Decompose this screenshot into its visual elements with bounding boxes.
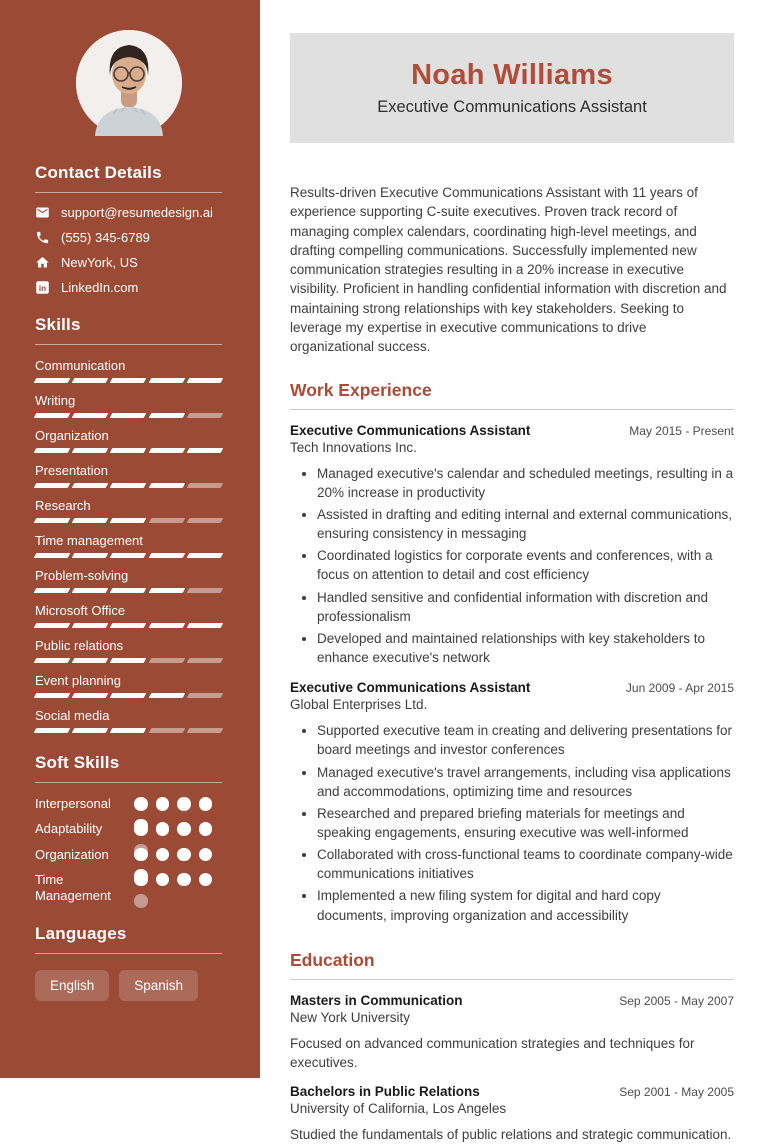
contact-text: support@resumedesign.ai — [61, 205, 213, 220]
skill-bar-segment — [72, 588, 109, 593]
skill-label: Writing — [35, 393, 76, 408]
job-bullet: • Supported executive team in creating and delivering presentations for board meetings and investor conferences — [317, 721, 734, 759]
skill-bar-segment — [186, 553, 223, 558]
home-icon — [35, 255, 50, 270]
skill-bar-segment — [148, 623, 185, 628]
skill-bar-segment — [186, 413, 223, 418]
work-experience-section — [290, 380, 734, 925]
contact-section — [35, 163, 222, 295]
skill-item — [35, 603, 222, 628]
language-pill: English — [35, 970, 109, 1001]
skill-bar-segment — [186, 658, 223, 663]
skill-bar-segment — [148, 588, 185, 593]
job-bullet: • Developed and maintained relationships with key stakeholders to enhance executive's network — [317, 629, 734, 667]
skill-level-bar — [35, 483, 222, 488]
skill-bar-segment — [34, 623, 71, 628]
skill-bar-segment — [34, 553, 71, 558]
job-company: Global Enterprises Ltd. — [290, 697, 428, 713]
skill-bar-segment — [110, 378, 147, 383]
rating-dot — [134, 848, 148, 862]
skill-bar-segment — [110, 448, 147, 453]
soft-skill-item — [35, 796, 222, 812]
education-section — [290, 950, 734, 1144]
education-title: Education — [290, 950, 734, 980]
job-bullet: • Assisted in drafting and editing internal and external communications, ensuring consistency in messaging — [317, 505, 734, 543]
rating-dot — [156, 797, 170, 811]
job-bullet: • Researched and prepared briefing materials for meetings and speaking engagements, ensuring executive was well-informed — [317, 804, 734, 842]
skills-list — [35, 358, 222, 733]
languages-section-title: Languages — [35, 924, 222, 954]
skill-bar-segment — [186, 588, 223, 593]
skill-bar-segment — [148, 448, 185, 453]
skill-bar-segment — [34, 413, 71, 418]
skill-level-bar — [35, 693, 222, 698]
soft-skill-label: Adaptability — [35, 821, 103, 837]
skill-bar-segment — [72, 518, 109, 523]
skill-label: Time management — [35, 533, 143, 548]
rating-dot — [134, 894, 148, 908]
soft-skill-item — [35, 821, 222, 837]
contact-list — [35, 205, 222, 295]
skill-label: Organization — [35, 428, 109, 443]
job-bullet: • Coordinated logistics for corporate events and conferences, with a focus on attention to detail and cost efficiency — [317, 546, 734, 584]
job-bullets — [290, 721, 734, 925]
skill-bar-segment — [110, 518, 147, 523]
education-dates: Sep 2005 - May 2007 — [619, 993, 734, 1008]
degree-title: Masters in Communication — [290, 992, 463, 1008]
rating-dot — [134, 797, 148, 811]
skill-level-bar — [35, 448, 222, 453]
skill-label: Problem-solving — [35, 568, 129, 583]
skill-bar-segment — [34, 518, 71, 523]
skill-bar-segment — [148, 658, 185, 663]
skill-bar-segment — [186, 693, 223, 698]
soft-skill-item — [35, 847, 222, 863]
language-pill: Spanish — [119, 970, 198, 1001]
work-experience-title: Work Experience — [290, 380, 734, 410]
soft-skills-section — [35, 753, 222, 904]
skill-item — [35, 358, 222, 383]
rating-dot — [177, 873, 191, 887]
job-bullet: • Handled sensitive and confidential information with discretion and professionalism — [317, 588, 734, 626]
rating-dot — [177, 822, 191, 836]
soft-skill-label: Interpersonal — [35, 796, 111, 811]
candidate-name: Noah Williams — [411, 59, 613, 91]
soft-skill-dots — [134, 797, 222, 811]
skill-label: Public relations — [35, 638, 124, 653]
skill-level-bar — [35, 658, 222, 663]
education-list — [290, 993, 734, 1144]
degree-title: Bachelors in Public Relations — [290, 1084, 480, 1100]
job-bullet: • Implemented a new filing system for digital and hard copy documents, improving organization and accessibility — [317, 886, 734, 924]
soft-skill-dots — [134, 873, 222, 887]
skill-bar-segment — [72, 693, 109, 698]
job-entry — [290, 680, 734, 925]
avatar — [76, 30, 182, 136]
skill-item — [35, 498, 222, 523]
skill-bar-segment — [110, 553, 147, 558]
skill-bar-segment — [148, 693, 185, 698]
skill-bar-segment — [72, 728, 109, 733]
skill-bar-segment — [148, 378, 185, 383]
soft-skill-item — [35, 872, 222, 905]
contact-item — [35, 205, 222, 220]
skill-bar-segment — [186, 518, 223, 523]
skill-bar-segment — [186, 483, 223, 488]
linkedin-icon — [35, 280, 50, 295]
skill-bar-segment — [34, 588, 71, 593]
job-entry — [290, 423, 734, 668]
contact-item — [35, 255, 222, 270]
skill-level-bar — [35, 588, 222, 593]
skill-level-bar — [35, 378, 222, 383]
skill-level-bar — [35, 518, 222, 523]
skill-bar-segment — [110, 728, 147, 733]
skill-bar-segment — [34, 658, 71, 663]
skill-level-bar — [35, 728, 222, 733]
skill-bar-segment — [148, 413, 185, 418]
job-bullet: • Collaborated with cross-functional teams to coordinate company-wide communications initiatives — [317, 845, 734, 883]
education-description: Studied the fundamentals of public relations and strategic communication. — [290, 1127, 732, 1143]
contact-text: LinkedIn.com — [61, 280, 139, 295]
skill-bar-segment — [34, 378, 71, 383]
rating-dot — [199, 797, 213, 811]
rating-dot — [177, 797, 191, 811]
job-bullets — [290, 464, 734, 668]
education-entry — [290, 993, 734, 1072]
skill-label: Social media — [35, 708, 110, 723]
education-description: Focused on advanced communication strategies and techniques for executives. — [290, 1035, 695, 1070]
contact-text: NewYork, US — [61, 255, 138, 270]
contact-section-title: Contact Details — [35, 163, 222, 193]
rating-dot — [134, 822, 148, 836]
skill-item — [35, 568, 222, 593]
name-header — [290, 33, 734, 143]
skill-bar-segment — [110, 693, 147, 698]
languages-list — [35, 970, 222, 1001]
rating-dot — [156, 873, 170, 887]
skill-item — [35, 533, 222, 558]
skill-item — [35, 463, 222, 488]
skill-bar-segment — [110, 588, 147, 593]
rating-dot — [177, 848, 191, 862]
skill-bar-segment — [72, 413, 109, 418]
skill-bar-segment — [110, 413, 147, 418]
skill-bar-segment — [110, 658, 147, 663]
profile-photo — [76, 30, 182, 136]
job-bullet: • Managed executive's calendar and scheduled meetings, resulting in a 20% increase in productivity — [317, 464, 734, 502]
rating-dot — [156, 848, 170, 862]
skill-bar-segment — [186, 448, 223, 453]
soft-skill-dots — [134, 822, 222, 836]
languages-section — [35, 924, 222, 1001]
job-dates: May 2015 - Present — [629, 423, 734, 438]
svg-text:in: in — [38, 283, 47, 293]
skill-bar-segment — [72, 553, 109, 558]
skill-bar-segment — [34, 693, 71, 698]
skill-label: Event planning — [35, 673, 122, 688]
skill-level-bar — [35, 623, 222, 628]
skill-bar-segment — [34, 728, 71, 733]
skill-item — [35, 638, 222, 663]
skill-bar-segment — [186, 623, 223, 628]
skill-bar-segment — [110, 623, 147, 628]
education-entry — [290, 1084, 734, 1144]
candidate-title: Executive Communications Assistant — [377, 98, 647, 116]
summary-paragraph: Results-driven Executive Communications Assistant with 11 years of experience supporting C-suite executives. Proven track record of managing complex calendars, coordinating high-level meetings, and drafting compelling communications. Successfully implemented new communication strategies resulting in a 20% increase in executive visibility. Proficient in handling confidential information with discretion and maintaining strong relationships with key stakeholders. Seeking to leverage my expertise in executive communications to drive organizational success. — [290, 185, 727, 355]
job-bullet: • Managed executive's travel arrangements, including visa applications and accommodations, optimizing time and resources — [317, 763, 734, 801]
main-content — [260, 0, 768, 1144]
job-company: Tech Innovations Inc. — [290, 439, 417, 455]
skill-item — [35, 708, 222, 733]
skill-bar-segment — [186, 728, 223, 733]
soft-skill-dots — [134, 848, 222, 862]
skill-bar-segment — [148, 518, 185, 523]
soft-skill-label: Time Management — [35, 871, 111, 903]
job-dates: Jun 2009 - Apr 2015 — [625, 681, 734, 696]
sidebar — [0, 0, 260, 1078]
skill-bar-segment — [34, 448, 71, 453]
job-title: Executive Communications Assistant — [290, 422, 531, 438]
skill-label: Microsoft Office — [35, 603, 126, 618]
soft-skill-label: Organization — [35, 846, 109, 862]
contact-item — [35, 230, 222, 245]
skill-label: Research — [35, 498, 91, 513]
skills-section — [35, 315, 222, 733]
school-name: New York University — [290, 1009, 411, 1025]
rating-dot — [134, 873, 148, 887]
skill-bar-segment — [72, 448, 109, 453]
rating-dot — [199, 822, 213, 836]
skill-level-bar — [35, 553, 222, 558]
skill-bar-segment — [148, 483, 185, 488]
skill-bar-segment — [72, 483, 109, 488]
skill-bar-segment — [72, 658, 109, 663]
skill-label: Presentation — [35, 463, 108, 478]
skill-bar-segment — [72, 378, 109, 383]
skill-item — [35, 393, 222, 418]
school-name: University of California, Los Angeles — [290, 1101, 507, 1117]
skill-bar-segment — [34, 483, 71, 488]
phone-icon — [35, 230, 50, 245]
skill-bar-segment — [148, 553, 185, 558]
rating-dot — [199, 848, 213, 862]
skill-level-bar — [35, 413, 222, 418]
skill-bar-segment — [110, 483, 147, 488]
jobs-list — [290, 423, 734, 925]
skill-item — [35, 673, 222, 698]
rating-dot — [156, 822, 170, 836]
soft-skills-section-title: Soft Skills — [35, 753, 222, 783]
skills-section-title: Skills — [35, 315, 222, 345]
skill-bar-segment — [148, 728, 185, 733]
contact-text: (555) 345-6789 — [61, 230, 150, 245]
contact-item — [35, 280, 222, 295]
skill-bar-segment — [186, 378, 223, 383]
skill-bar-segment — [72, 623, 109, 628]
skill-label: Communication — [35, 358, 126, 373]
soft-skills-list — [35, 796, 222, 904]
job-title: Executive Communications Assistant — [290, 680, 531, 696]
rating-dot — [199, 873, 213, 887]
education-dates: Sep 2001 - May 2005 — [619, 1085, 734, 1100]
skill-item — [35, 428, 222, 453]
email-icon — [35, 205, 50, 220]
